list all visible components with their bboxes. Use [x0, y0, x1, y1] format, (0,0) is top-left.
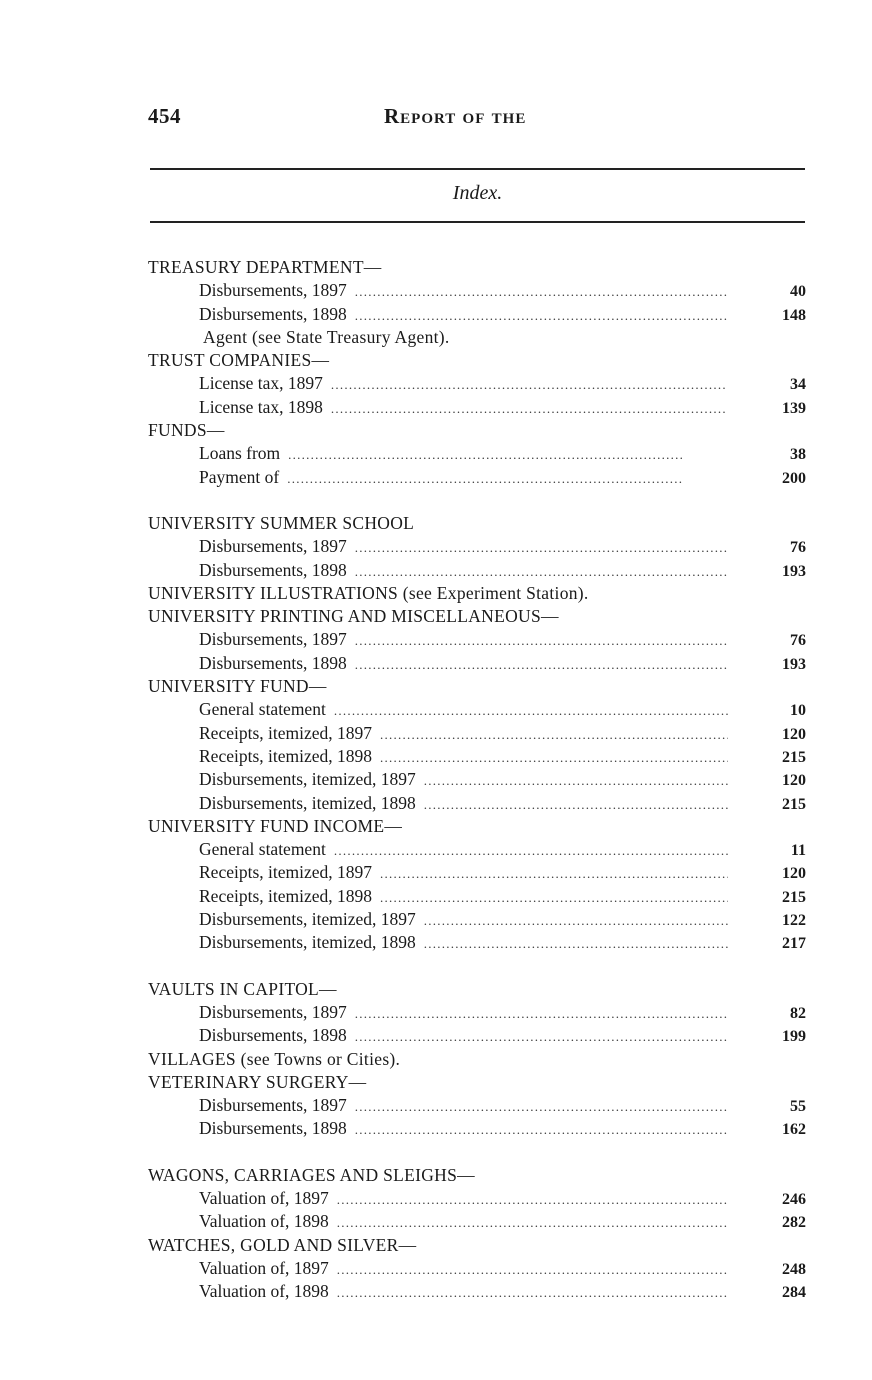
dot-leader: [355, 536, 728, 559]
dot-leader: [380, 723, 728, 746]
entry-label: Disbursements, 1898: [199, 559, 347, 580]
index-heading: TREASURY DEPARTMENT—: [148, 257, 382, 277]
page-reference: 215: [782, 888, 806, 906]
entry-label: Valuation of, 1897: [199, 1257, 329, 1278]
entry-label: Disbursements, 1898: [199, 1118, 347, 1139]
index-heading: UNIVERSITY SUMMER SCHOOL: [148, 512, 415, 533]
entry-label: Disbursements, itemized, 1898: [199, 792, 416, 813]
index-list: [143, 256, 808, 1326]
entry-label: Disbursements, 1897: [199, 280, 347, 301]
dot-leader: [355, 653, 728, 676]
index-heading: TRUST COMPANIES—: [148, 350, 330, 371]
index-subentry: [143, 1210, 808, 1233]
page-reference: 246: [782, 1190, 806, 1208]
page-reference: 55: [790, 1098, 806, 1116]
page-reference: 200: [782, 469, 806, 487]
dot-leader: [380, 886, 728, 909]
dot-leader: [355, 1025, 728, 1048]
running-head: Report of the: [384, 104, 527, 128]
entry-label: Receipts, itemized, 1897: [199, 862, 373, 883]
bottom-rule: [150, 221, 805, 223]
index-heading: WAGONS, CARRIAGES AND SLEIGHS—: [148, 1164, 475, 1185]
index-subentry: [143, 885, 808, 908]
entry-label: Disbursements, itemized, 1897: [199, 909, 416, 930]
index-subentry: [143, 768, 808, 791]
index-heading: VAULTS IN CAPITOL—: [148, 978, 337, 999]
index-subentry: [143, 535, 808, 558]
page-reference: 217: [782, 935, 806, 953]
dot-leader: [334, 699, 728, 722]
page-reference: 38: [790, 446, 806, 464]
dot-leader: [355, 280, 728, 303]
index-group: [143, 1164, 808, 1304]
page-reference: 248: [782, 1260, 806, 1278]
page-reference: 148: [782, 306, 806, 324]
index-subentry: [143, 396, 808, 419]
index-subentry: [143, 1001, 808, 1024]
index-group: [143, 256, 808, 489]
page-reference: 120: [782, 725, 806, 743]
dot-leader: [424, 932, 728, 955]
entry-label: Valuation of, 1897: [199, 1187, 329, 1208]
index-subentry: [143, 931, 808, 954]
page-reference: 34: [790, 376, 806, 394]
entry-label: License tax, 1897: [199, 373, 323, 394]
index-subentry: [143, 1024, 808, 1047]
dot-leader: [424, 909, 728, 932]
entry-label: Disbursements, 1897: [199, 1095, 347, 1116]
index-heading: VILLAGES (see Towns or Cities).: [148, 1048, 401, 1069]
entry-label: Disbursements, 1898: [199, 1025, 347, 1046]
index-group: [143, 978, 808, 1141]
index-subentry: [143, 838, 808, 861]
index-heading: VETERINARY SURGERY—: [148, 1071, 367, 1092]
index-subentry: [143, 279, 808, 302]
entry-label: License tax, 1898: [199, 396, 323, 417]
entry-label: Disbursements, 1898: [199, 303, 347, 324]
index-subentry: [143, 559, 808, 582]
index-subentry: [143, 698, 808, 721]
dot-leader: [331, 397, 728, 420]
entry-label: Disbursements, itemized, 1897: [199, 769, 416, 790]
dot-leader: [424, 769, 728, 792]
dot-leader: [331, 373, 728, 396]
page-reference: 215: [782, 748, 806, 766]
index-subentry: [143, 1257, 808, 1280]
index-group: [143, 512, 808, 955]
page-reference: 215: [782, 795, 806, 813]
index-heading: UNIVERSITY PRINTING AND MISCELLANEOUS—: [148, 606, 559, 627]
index-subentry: [143, 442, 808, 465]
dot-leader: [355, 1002, 728, 1025]
index-subentry: [143, 1187, 808, 1210]
dot-leader: [337, 1281, 728, 1304]
index-subentry: [143, 1094, 808, 1117]
page-reference: 162: [782, 1121, 806, 1139]
page-reference: 193: [782, 655, 806, 673]
entry-label: General statement: [199, 699, 326, 720]
index-note: Agent (see State Treasury Agent).: [203, 326, 450, 347]
index-subentry: [143, 861, 808, 884]
index-subentry: [143, 652, 808, 675]
entry-label: Receipts, itemized, 1898: [199, 745, 373, 766]
dot-leader: [424, 793, 728, 816]
entry-label: Disbursements, 1898: [199, 652, 347, 673]
index-subentry: [143, 303, 808, 326]
index-subentry: [143, 372, 808, 395]
dot-leader: [380, 862, 728, 885]
entry-label: Disbursements, 1897: [199, 629, 347, 650]
index-subentry: [143, 745, 808, 768]
index-subentry: [143, 722, 808, 745]
dot-leader: [337, 1211, 728, 1234]
dot-leader: [334, 839, 728, 862]
page-reference: 10: [790, 702, 806, 720]
top-rule: [150, 168, 805, 170]
entry-label: Valuation of, 1898: [199, 1211, 329, 1232]
entry-label: Disbursements, itemized, 1898: [199, 932, 416, 953]
index-heading: UNIVERSITY FUND—: [148, 676, 327, 697]
index-subentry: [143, 908, 808, 931]
entry-label: General statement: [199, 839, 326, 860]
page-reference: 193: [782, 562, 806, 580]
page-reference: 40: [790, 283, 806, 301]
dot-leader: [355, 1118, 728, 1141]
page-reference: 139: [782, 399, 806, 417]
page-reference: 120: [782, 772, 806, 790]
index-subentry: [143, 628, 808, 651]
index-subentry: [143, 792, 808, 815]
page-reference: 284: [782, 1284, 806, 1302]
index-heading: FUNDS—: [148, 420, 225, 441]
dot-leader: [355, 304, 728, 327]
page-reference: 82: [790, 1004, 806, 1022]
entry-label: Disbursements, 1897: [199, 536, 347, 557]
index-heading: WATCHES, GOLD AND SILVER—: [148, 1234, 417, 1255]
dot-leader: [355, 629, 728, 652]
index-subentry: [143, 1117, 808, 1140]
dot-leader: [337, 1188, 728, 1211]
dot-leader: [337, 1258, 728, 1281]
page-number: 454: [148, 104, 181, 128]
page-reference: 199: [782, 1028, 806, 1046]
entry-label: Receipts, itemized, 1897: [199, 722, 373, 743]
page-reference: 122: [782, 912, 806, 930]
dot-leader: [380, 746, 728, 769]
page-reference: 11: [790, 842, 806, 860]
entry-label: Loans from: [199, 443, 281, 464]
entry-label: Disbursements, 1897: [199, 1001, 347, 1022]
entry-label: Valuation of, 1898: [199, 1281, 329, 1302]
index-heading: UNIVERSITY FUND INCOME—: [148, 815, 403, 836]
page-reference: 282: [782, 1214, 806, 1232]
dot-leader: [355, 1095, 728, 1118]
page-reference: 76: [790, 632, 806, 650]
entry-label: Payment of: [199, 466, 280, 487]
index-heading: UNIVERSITY ILLUSTRATIONS (see Experiment Station).: [148, 582, 589, 603]
page-reference: 120: [782, 865, 806, 883]
entry-label: Receipts, itemized, 1898: [199, 885, 373, 906]
dot-leader: [355, 560, 728, 583]
section-title: Index.: [452, 182, 503, 204]
page-reference: 76: [790, 539, 806, 557]
index-subentry: [143, 466, 808, 489]
dot-leader: [288, 443, 728, 466]
dot-leader: [287, 467, 728, 490]
index-subentry: [143, 1280, 808, 1303]
